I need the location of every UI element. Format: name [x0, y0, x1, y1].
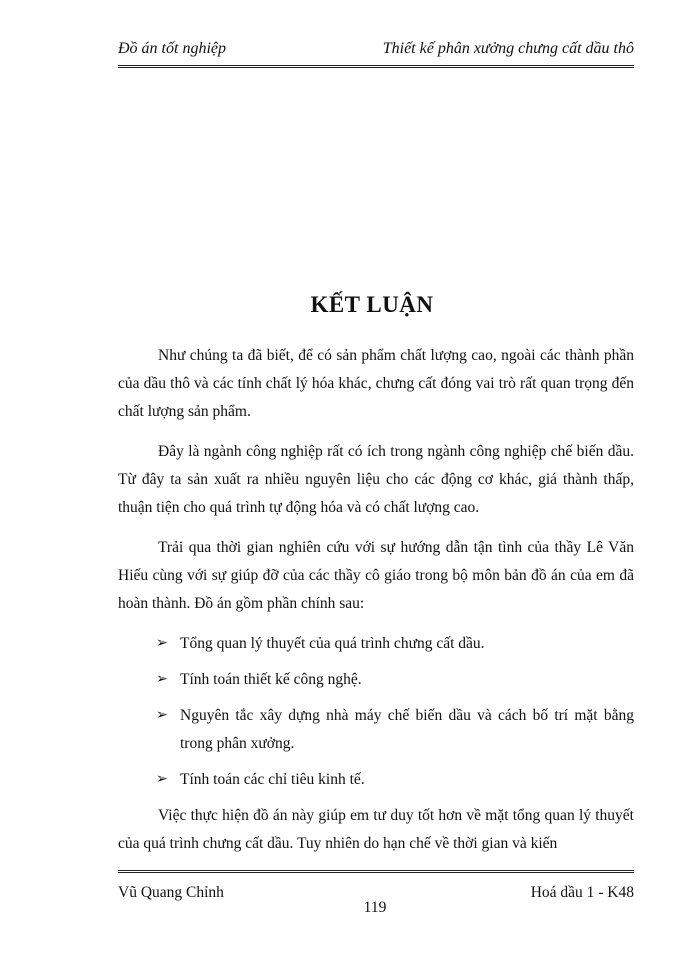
- paragraph-3: Trải qua thời gian nghiên cứu với sự hướng dẫn tận tình của thầy Lê Văn Hiếu cùng với sự giúp đỡ của các thầy cô giáo trong bộ môn bản đồ án của em đã hoàn thành. Đồ án gồm phần chính sau:: [118, 539, 634, 612]
- bullet-text: Tính toán thiết kế công nghệ.: [180, 671, 362, 688]
- arrow-right-bullet-icon: ➢: [156, 672, 168, 687]
- arrow-right-bullet-icon: ➢: [156, 636, 168, 651]
- bullet-text: Tính toán các chỉ tiêu kinh tế.: [180, 771, 365, 788]
- arrow-right-bullet-icon: ➢: [156, 708, 168, 723]
- bullet-text: Nguyên tắc xây dựng nhà máy chế biến dầu và cách bố trí mặt bằng trong phân xưởng.: [180, 707, 634, 752]
- header-left-text: Đồ án tốt nghiệp: [118, 40, 226, 57]
- header-right-text: Thiết kế phân xưởng chưng cất dầu thô: [382, 40, 634, 57]
- footer-class: Hoá dầu 1 - K48: [530, 884, 634, 901]
- bullet-item: [156, 702, 634, 758]
- bullet-item: [156, 666, 634, 694]
- body-text: [118, 342, 634, 870]
- bullet-item: [156, 630, 634, 658]
- bullet-text: Tổng quan lý thuyết của quá trình chưng cất dầu.: [180, 635, 485, 652]
- paragraph-1: Như chúng ta đã biết, để có sản phẩm chất lượng cao, ngoài các thành phần của dầu thô và các tính chất lý hóa khác, chưng cất đóng vai trò rất quan trọng đến chất lượng sản phẩm.: [118, 347, 634, 420]
- page-number: 119: [363, 899, 387, 916]
- bullet-list: [118, 630, 634, 794]
- closing-paragraph: Việc thực hiện đồ án này giúp em tư duy tốt hơn về mặt tổng quan lý thuyết của quá trình chưng cất dầu. Tuy nhiên do hạn chế về thời gian và kiến: [118, 807, 634, 852]
- paragraph-2: Đây là ngành công nghiệp rất có ích trong ngành công nghiệp chế biến dầu. Từ đây ta sản xuất ra nhiều nguyên liệu cho các động cơ khác, giá thành thấp, thuận tiện cho quá trình tự động hóa và có chất lượng cao.: [118, 443, 634, 516]
- footer-author: Vũ Quang Chỉnh: [118, 884, 224, 901]
- bullet-item: [156, 766, 634, 794]
- page-header: [118, 40, 634, 68]
- page-title: KẾT LUẬN: [310, 292, 434, 317]
- arrow-right-bullet-icon: ➢: [156, 772, 168, 787]
- footer-rule: [118, 870, 634, 873]
